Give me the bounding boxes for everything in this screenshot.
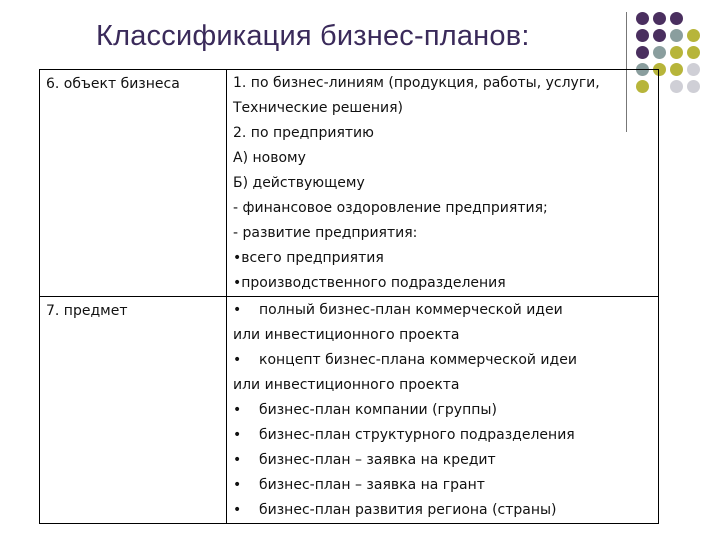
decorative-dot: [653, 29, 666, 42]
description-text: производственного подразделения: [241, 275, 506, 291]
classification-table: [39, 69, 659, 524]
description-line: [233, 398, 658, 423]
decorative-dot: [670, 80, 683, 93]
description-line: [233, 221, 658, 246]
table-row: [40, 297, 659, 524]
bullet-icon: •: [233, 352, 242, 368]
bullet-icon: •: [233, 502, 242, 518]
description-text: Технические решения): [233, 100, 403, 116]
description-line: [233, 298, 658, 323]
description-text: бизнес-план развития региона (страны): [259, 502, 557, 518]
table-cell-category: [40, 297, 227, 524]
description-line: [233, 448, 658, 473]
decorative-dot: [636, 29, 649, 42]
decorative-dot: [670, 12, 683, 25]
description-line: [233, 271, 658, 296]
bullet-icon: •: [233, 477, 242, 493]
table-cell-description: [227, 297, 659, 524]
decorative-dot: [687, 29, 700, 42]
bullet-icon: •: [233, 275, 242, 291]
bullet-icon: •: [233, 302, 242, 318]
description-text: Б) действующему: [233, 175, 365, 191]
description-text: бизнес-план – заявка на грант: [259, 477, 485, 493]
description-text: полный бизнес-план коммерческой идеи: [259, 302, 563, 318]
category-label: 7. предмет: [46, 303, 128, 319]
description-text: бизнес-план структурного подразделения: [259, 427, 575, 443]
table-cell-category: [40, 70, 227, 297]
slide-title: Классификация бизнес-планов:: [96, 20, 530, 52]
description-text: всего предприятия: [241, 250, 384, 266]
description-text: 2. по предприятию: [233, 125, 374, 141]
description-text: - развитие предприятия:: [233, 225, 418, 241]
description-line: [233, 246, 658, 271]
table-cell-description: [227, 70, 659, 297]
bullet-icon: •: [233, 402, 242, 418]
decorative-dot: [653, 12, 666, 25]
bullet-icon: •: [233, 452, 242, 468]
description-line: [233, 373, 658, 398]
description-text: бизнес-план компании (группы): [259, 402, 497, 418]
description-text: - финансовое оздоровление предприятия;: [233, 200, 548, 216]
description-line: [233, 498, 658, 523]
decorative-dot: [636, 12, 649, 25]
description-text: концепт бизнес-плана коммерческой идеи: [259, 352, 577, 368]
table-row: [40, 70, 659, 297]
description-line: [233, 423, 658, 448]
bullet-icon: •: [233, 250, 242, 266]
description-line: [233, 473, 658, 498]
description-text: бизнес-план – заявка на кредит: [259, 452, 496, 468]
bullet-icon: •: [233, 427, 242, 443]
decorative-dot: [687, 63, 700, 76]
description-line: [233, 196, 658, 221]
description-line: [233, 121, 658, 146]
decorative-dot: [687, 80, 700, 93]
description-line: [233, 71, 658, 96]
description-line: [233, 323, 658, 348]
description-line: [233, 146, 658, 171]
decorative-dot: [687, 46, 700, 59]
description-line: [233, 96, 658, 121]
description-text: или инвестиционного проекта: [233, 327, 460, 343]
decorative-dot: [636, 46, 649, 59]
decorative-dot: [670, 46, 683, 59]
description-line: [233, 348, 658, 373]
category-label: 6. объект бизнеса: [46, 76, 180, 92]
decorative-dot: [670, 63, 683, 76]
description-text: 1. по бизнес-линиям (продукция, работы, услуги,: [233, 75, 600, 91]
description-line: [233, 171, 658, 196]
decorative-dot: [653, 46, 666, 59]
decorative-dot: [670, 29, 683, 42]
description-text: А) новому: [233, 150, 306, 166]
description-text: или инвестиционного проекта: [233, 377, 460, 393]
